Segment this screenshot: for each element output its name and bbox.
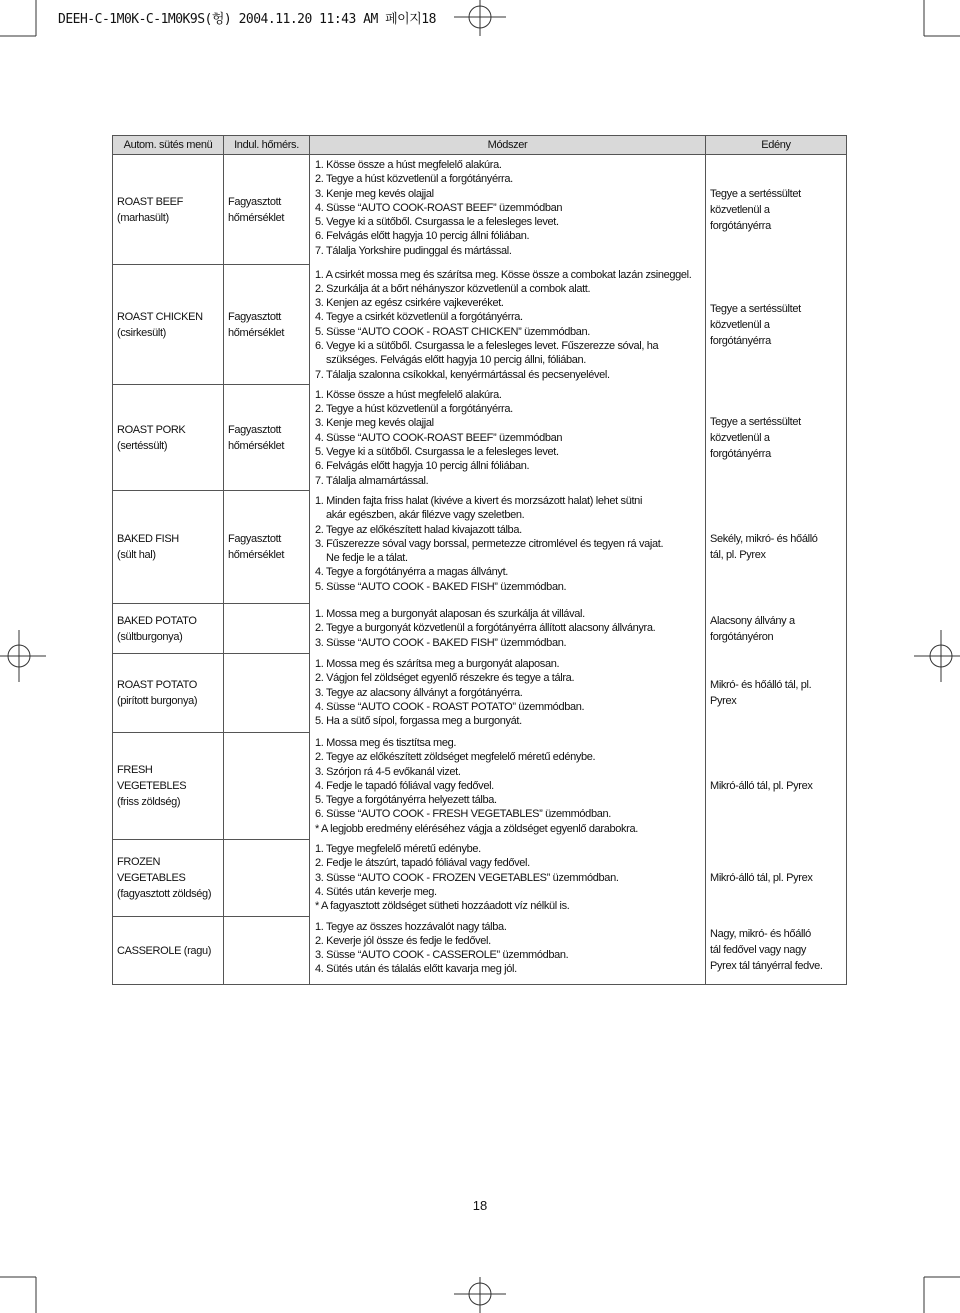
method-step-line: 2. Tegye a húst közvetlenül a forgótányérra. bbox=[315, 173, 513, 186]
method-step-line: 4. Fedje le tapadó fóliával vagy fedővel. bbox=[315, 779, 494, 792]
method-step bbox=[315, 494, 701, 523]
method-step bbox=[315, 459, 701, 473]
menu-name-line: (friss zöldség) bbox=[117, 795, 181, 808]
method-step bbox=[315, 948, 701, 962]
page-number: 18 bbox=[472, 1198, 488, 1213]
dish-type-line: közvetlenül a bbox=[710, 431, 770, 444]
method-step-line: 2. Szurkálja át a bőrt néhányszor közvetlenül a combok alatt. bbox=[315, 282, 591, 295]
menu-name-line: (marhasült) bbox=[117, 211, 169, 224]
method-steps bbox=[310, 604, 706, 654]
column-header-temp: Indul. hőmérs. bbox=[224, 136, 310, 155]
method-step-line: 1. Mossa meg és tisztítsa meg. bbox=[315, 736, 457, 749]
method-step-line: * A fagyasztott zöldséget sütheti hozzáadott víz nélkül is. bbox=[315, 900, 570, 913]
method-step bbox=[315, 445, 701, 459]
start-temp bbox=[224, 265, 310, 385]
method-step bbox=[315, 268, 701, 282]
method-step-line: 7. Tálalja Yorkshire pudinggal és mártással. bbox=[315, 244, 512, 257]
method-step bbox=[315, 325, 701, 339]
dish-type-line: forgótányérra bbox=[710, 219, 771, 232]
menu-name bbox=[113, 265, 224, 385]
table-row bbox=[113, 917, 847, 985]
method-step bbox=[315, 671, 701, 685]
dish-type bbox=[706, 491, 847, 604]
method-step bbox=[315, 244, 701, 258]
dish-type-line: forgótányéron bbox=[710, 630, 774, 643]
method-step bbox=[315, 871, 701, 885]
menu-name-line: VEGETABLES bbox=[117, 871, 186, 884]
method-step-line: 3. Süsse “AUTO COOK - CASSEROLE” üzemmódban. bbox=[315, 949, 569, 962]
menu-name bbox=[113, 839, 224, 916]
method-step-line: 7. Tálalja szalonna csíkokkal, kenyérmártással és pecsenyelével. bbox=[315, 368, 610, 381]
method-step-line: 1. A csirkét mossa meg és szárítsa meg. Kösse össze a combokat lazán zsineggel. bbox=[315, 268, 692, 281]
method-step bbox=[315, 793, 701, 807]
method-step-line: 7. Tálalja almamártással. bbox=[315, 474, 429, 487]
method-step-line: 6. Süsse “AUTO COOK - FRESH VEGETABLES” üzemmódban. bbox=[315, 808, 611, 821]
method-step bbox=[315, 158, 701, 172]
method-step-line: 5. Ha a sütő sípol, forgassa meg a burgonyát. bbox=[315, 715, 522, 728]
method-step-line: 1. Mossa meg a burgonyát alaposan és szurkálja át villával. bbox=[315, 607, 585, 620]
menu-name bbox=[113, 491, 224, 604]
method-step bbox=[315, 282, 701, 296]
method-step-line: 2. Tegye a burgonyát közvetlenül a forgótányérra állított alacsony állványra. bbox=[315, 622, 656, 635]
registration-mark-icon bbox=[0, 630, 46, 682]
dish-type bbox=[706, 917, 847, 985]
menu-name-line: (sertéssült) bbox=[117, 439, 168, 452]
start-temp bbox=[224, 733, 310, 839]
method-step bbox=[315, 962, 701, 976]
menu-name bbox=[113, 385, 224, 491]
method-step-line: szükséges. Felvágás előtt hagyja 10 percig állni, fóliában. bbox=[326, 354, 587, 367]
column-header-method: Módszer bbox=[310, 136, 706, 155]
method-steps bbox=[310, 491, 706, 604]
menu-name-line: (sült hal) bbox=[117, 549, 156, 562]
table-header-row bbox=[113, 136, 847, 155]
method-step-line: 1. Mossa meg és szárítsa meg a burgonyát alaposan. bbox=[315, 657, 560, 670]
method-step-line: 6. Felvágás előtt hagyja 10 percig állni fóliában. bbox=[315, 230, 530, 243]
method-step-line: 3. Tegye az alacsony állványt a forgótányérra. bbox=[315, 686, 523, 699]
menu-name-line: (fagyasztott zöldség) bbox=[117, 887, 212, 900]
method-step-line: 5. Süsse “AUTO COOK - ROAST CHICKEN” üzemmódban. bbox=[315, 325, 590, 338]
method-step-line: 4. Tegye a forgótányérra a magas állványt. bbox=[315, 566, 508, 579]
method-step-line: 4. Tegye a csirkét közvetlenül a forgótányérra. bbox=[315, 311, 523, 324]
dish-type-line: Nagy, mikró- és hőálló bbox=[710, 928, 811, 941]
dish-type bbox=[706, 839, 847, 916]
dish-type bbox=[706, 733, 847, 839]
dish-type-line: Tegye a sertéssültet bbox=[710, 187, 801, 200]
menu-name-line: FROZEN bbox=[117, 855, 161, 868]
method-step bbox=[315, 431, 701, 445]
menu-name bbox=[113, 733, 224, 839]
method-step bbox=[315, 714, 701, 728]
file-info-header: DEEH-C-1M0K-C-1M0K9S(헝) 2004.11.20 11:43 AM 페이지18 bbox=[58, 12, 436, 27]
table-row bbox=[113, 604, 847, 654]
dish-type-line: Mikró-álló tál, pl. Pyrex bbox=[710, 871, 813, 884]
method-step bbox=[315, 636, 701, 650]
method-step-line: 1. Kösse össze a húst megfelelő alakúra. bbox=[315, 388, 502, 401]
dish-type bbox=[706, 265, 847, 385]
method-step-line: 5. Tegye a forgótányérra helyezett tálba. bbox=[315, 794, 497, 807]
method-steps bbox=[310, 839, 706, 916]
start-temp bbox=[224, 604, 310, 654]
method-steps bbox=[310, 385, 706, 491]
start-temp bbox=[224, 839, 310, 916]
method-steps bbox=[310, 155, 706, 265]
method-step bbox=[315, 416, 701, 430]
start-temp bbox=[224, 385, 310, 491]
method-step-line: 3. Kenjen az egész csirkére vajkeveréket. bbox=[315, 297, 504, 310]
method-step bbox=[315, 885, 701, 899]
menu-name-line: ROAST PORK bbox=[117, 423, 186, 436]
menu-name-line: (sültburgonya) bbox=[117, 630, 183, 643]
method-step-line: 1. Tegye megfelelő méretű edénybe. bbox=[315, 843, 481, 856]
menu-name bbox=[113, 155, 224, 265]
menu-name-line: ROAST CHICKEN bbox=[117, 310, 203, 323]
dish-type bbox=[706, 385, 847, 491]
table-row bbox=[113, 385, 847, 491]
method-step bbox=[315, 920, 701, 934]
dish-type-line: Pyrex tál tányérral fedve. bbox=[710, 960, 823, 973]
method-step-line: 4. Sütés után és tálalás előtt kavarja meg jól. bbox=[315, 963, 517, 976]
method-step bbox=[315, 339, 701, 368]
method-step bbox=[315, 172, 701, 186]
method-step bbox=[315, 934, 701, 948]
method-step-line: 3. Fűszerezze sóval vagy borssal, permetezze citromlével és tegyen rá vajat. bbox=[315, 537, 664, 550]
method-step bbox=[315, 607, 701, 621]
crop-mark-icon bbox=[920, 0, 960, 40]
method-step-line: 2. Keverje jól össze és fedje le fedővel. bbox=[315, 934, 491, 947]
method-step-line: 4. Sütés után keverje meg. bbox=[315, 885, 437, 898]
registration-mark-icon bbox=[454, 0, 506, 36]
table-row bbox=[113, 733, 847, 839]
start-temp bbox=[224, 491, 310, 604]
start-temp-line: hőmérséklet bbox=[228, 549, 285, 562]
method-step bbox=[315, 229, 701, 243]
method-step bbox=[315, 187, 701, 201]
menu-name-line: BAKED FISH bbox=[117, 533, 179, 546]
method-step-line: akár egészben, akár filézve vagy szeletben. bbox=[326, 509, 525, 522]
crop-mark-icon bbox=[920, 1273, 960, 1313]
crop-mark-icon bbox=[0, 1273, 40, 1313]
method-step bbox=[315, 388, 701, 402]
table-row bbox=[113, 839, 847, 916]
dish-type bbox=[706, 604, 847, 654]
crop-mark-icon bbox=[0, 0, 40, 40]
dish-type-line: Tegye a sertéssültet bbox=[710, 415, 801, 428]
dish-type-line: forgótányérra bbox=[710, 447, 771, 460]
dish-type-line: tál fedővel vagy nagy bbox=[710, 944, 806, 957]
menu-name-line: (csirkesült) bbox=[117, 326, 166, 339]
menu-name-line: FRESH VEGETEBLES bbox=[117, 763, 187, 792]
start-temp-line: Fagyasztott bbox=[228, 310, 282, 323]
start-temp-line: hőmérséklet bbox=[228, 326, 285, 339]
start-temp-line: hőmérséklet bbox=[228, 211, 285, 224]
table-row bbox=[113, 155, 847, 265]
dish-type-line: Pyrex bbox=[710, 695, 737, 708]
method-step bbox=[315, 750, 701, 764]
menu-name bbox=[113, 917, 224, 985]
method-step bbox=[315, 686, 701, 700]
column-header-dish: Edény bbox=[706, 136, 847, 155]
method-step-line: 3. Szórjon rá 4-5 evőkanál vizet. bbox=[315, 765, 461, 778]
menu-name-line: ROAST POTATO bbox=[117, 679, 197, 692]
method-steps bbox=[310, 654, 706, 733]
start-temp-line: hőmérséklet bbox=[228, 439, 285, 452]
dish-type-line: Mikró-álló tál, pl. Pyrex bbox=[710, 779, 813, 792]
table-row bbox=[113, 654, 847, 733]
method-step-line: 1. Kösse össze a húst megfelelő alakúra. bbox=[315, 159, 502, 171]
table-row bbox=[113, 491, 847, 604]
dish-type bbox=[706, 155, 847, 265]
dish-type-line: Sekély, mikró- és hőálló bbox=[710, 533, 818, 546]
registration-mark-icon bbox=[454, 1277, 506, 1313]
method-steps bbox=[310, 733, 706, 839]
method-step-line: 5. Vegye ki a sütőből. Csurgassa le a felesleges levet. bbox=[315, 216, 559, 229]
menu-name-line: ROAST BEEF bbox=[117, 195, 183, 208]
menu-name bbox=[113, 604, 224, 654]
method-step bbox=[315, 736, 701, 750]
start-temp-line: Fagyasztott bbox=[228, 195, 282, 208]
method-step bbox=[315, 765, 701, 779]
method-step-line: 4. Süsse “AUTO COOK-ROAST BEEF” üzemmódban bbox=[315, 201, 563, 214]
method-step-line: 2. Tegye az előkészített halad kivajazott tálba. bbox=[315, 523, 522, 536]
column-header-menu: Autom. sütés menü bbox=[113, 136, 224, 155]
method-step bbox=[315, 565, 701, 579]
method-step bbox=[315, 856, 701, 870]
method-step-line: 1. Minden fajta friss halat (kivéve a kivert és morzsázott halat) lehet sütni bbox=[315, 494, 643, 507]
method-step-line: 1. Tegye az összes hozzávalót nagy tálba. bbox=[315, 920, 507, 933]
menu-name bbox=[113, 654, 224, 733]
method-step bbox=[315, 537, 701, 566]
method-step bbox=[315, 402, 701, 416]
method-step bbox=[315, 822, 701, 836]
menu-name-line: CASSEROLE (ragu) bbox=[117, 944, 212, 957]
method-step-line: 4. Süsse “AUTO COOK-ROAST BEEF” üzemmódban bbox=[315, 431, 563, 444]
auto-cook-table bbox=[112, 135, 847, 985]
dish-type-line: közvetlenül a bbox=[710, 318, 770, 331]
method-step bbox=[315, 201, 701, 215]
method-step-line: 3. Süsse “AUTO COOK - FROZEN VEGETABLES” üzemmódban. bbox=[315, 871, 619, 884]
method-step-line: 2. Fedje le átszúrt, tapadó fóliával vagy fedővel. bbox=[315, 857, 530, 870]
method-step bbox=[315, 807, 701, 821]
method-step bbox=[315, 899, 701, 913]
menu-name-line: BAKED POTATO bbox=[117, 614, 197, 627]
method-step bbox=[315, 621, 701, 635]
method-step bbox=[315, 310, 701, 324]
method-step-line: 5. Vegye ki a sütőből. Csurgassa le a felesleges levet. bbox=[315, 446, 559, 459]
start-temp bbox=[224, 917, 310, 985]
method-step bbox=[315, 296, 701, 310]
method-step bbox=[315, 779, 701, 793]
dish-type-line: Tegye a sertéssültet bbox=[710, 302, 801, 315]
method-step-line: 4. Süsse “AUTO COOK - ROAST POTATO” üzemmódban. bbox=[315, 700, 585, 713]
method-steps bbox=[310, 917, 706, 985]
menu-name-line: (pirított burgonya) bbox=[117, 695, 198, 708]
method-step-line: Ne fedje le a tálat. bbox=[326, 552, 408, 565]
method-step-line: 2. Vágjon fel zöldséget egyenlő részekre és tegye a tálra. bbox=[315, 672, 575, 685]
method-step-line: 2. Tegye az előkészített zöldséget megfelelő méretű edénybe. bbox=[315, 751, 596, 764]
start-temp-line: Fagyasztott bbox=[228, 533, 282, 546]
method-step-line: 6. Felvágás előtt hagyja 10 percig állni fóliában. bbox=[315, 460, 530, 473]
method-step bbox=[315, 842, 701, 856]
method-step bbox=[315, 474, 701, 488]
dish-type-line: Alacsony állvány a bbox=[710, 614, 795, 627]
method-step-line: * A legjobb eredmény eléréséhez vágja a zöldséget egyenlő darabokra. bbox=[315, 822, 638, 835]
dish-type-line: forgótányérra bbox=[710, 334, 771, 347]
method-step bbox=[315, 700, 701, 714]
method-step bbox=[315, 580, 701, 594]
dish-type-line: tál, pl. Pyrex bbox=[710, 549, 766, 562]
method-step bbox=[315, 657, 701, 671]
table-row bbox=[113, 265, 847, 385]
registration-mark-icon bbox=[914, 630, 960, 682]
method-step-line: 2. Tegye a húst közvetlenül a forgótányérra. bbox=[315, 403, 513, 416]
method-steps bbox=[310, 265, 706, 385]
method-step bbox=[315, 523, 701, 537]
method-step-line: 3. Kenje meg kevés olajjal bbox=[315, 187, 434, 200]
start-temp bbox=[224, 654, 310, 733]
dish-type-line: közvetlenül a bbox=[710, 203, 770, 216]
method-step-line: 3. Kenje meg kevés olajjal bbox=[315, 417, 434, 430]
method-step bbox=[315, 368, 701, 382]
dish-type-line: Mikró- és hőálló tál, pl. bbox=[710, 679, 812, 692]
method-step-line: 3. Süsse “AUTO COOK - BAKED FISH” üzemmódban. bbox=[315, 636, 567, 649]
method-step bbox=[315, 215, 701, 229]
start-temp bbox=[224, 155, 310, 265]
dish-type bbox=[706, 654, 847, 733]
start-temp-line: Fagyasztott bbox=[228, 423, 282, 436]
method-step-line: 6. Vegye ki a sütőből. Csurgassa le a felesleges levet. Fűszerezze sóval, ha bbox=[315, 339, 659, 352]
method-step-line: 5. Süsse “AUTO COOK - BAKED FISH” üzemmódban. bbox=[315, 580, 567, 593]
